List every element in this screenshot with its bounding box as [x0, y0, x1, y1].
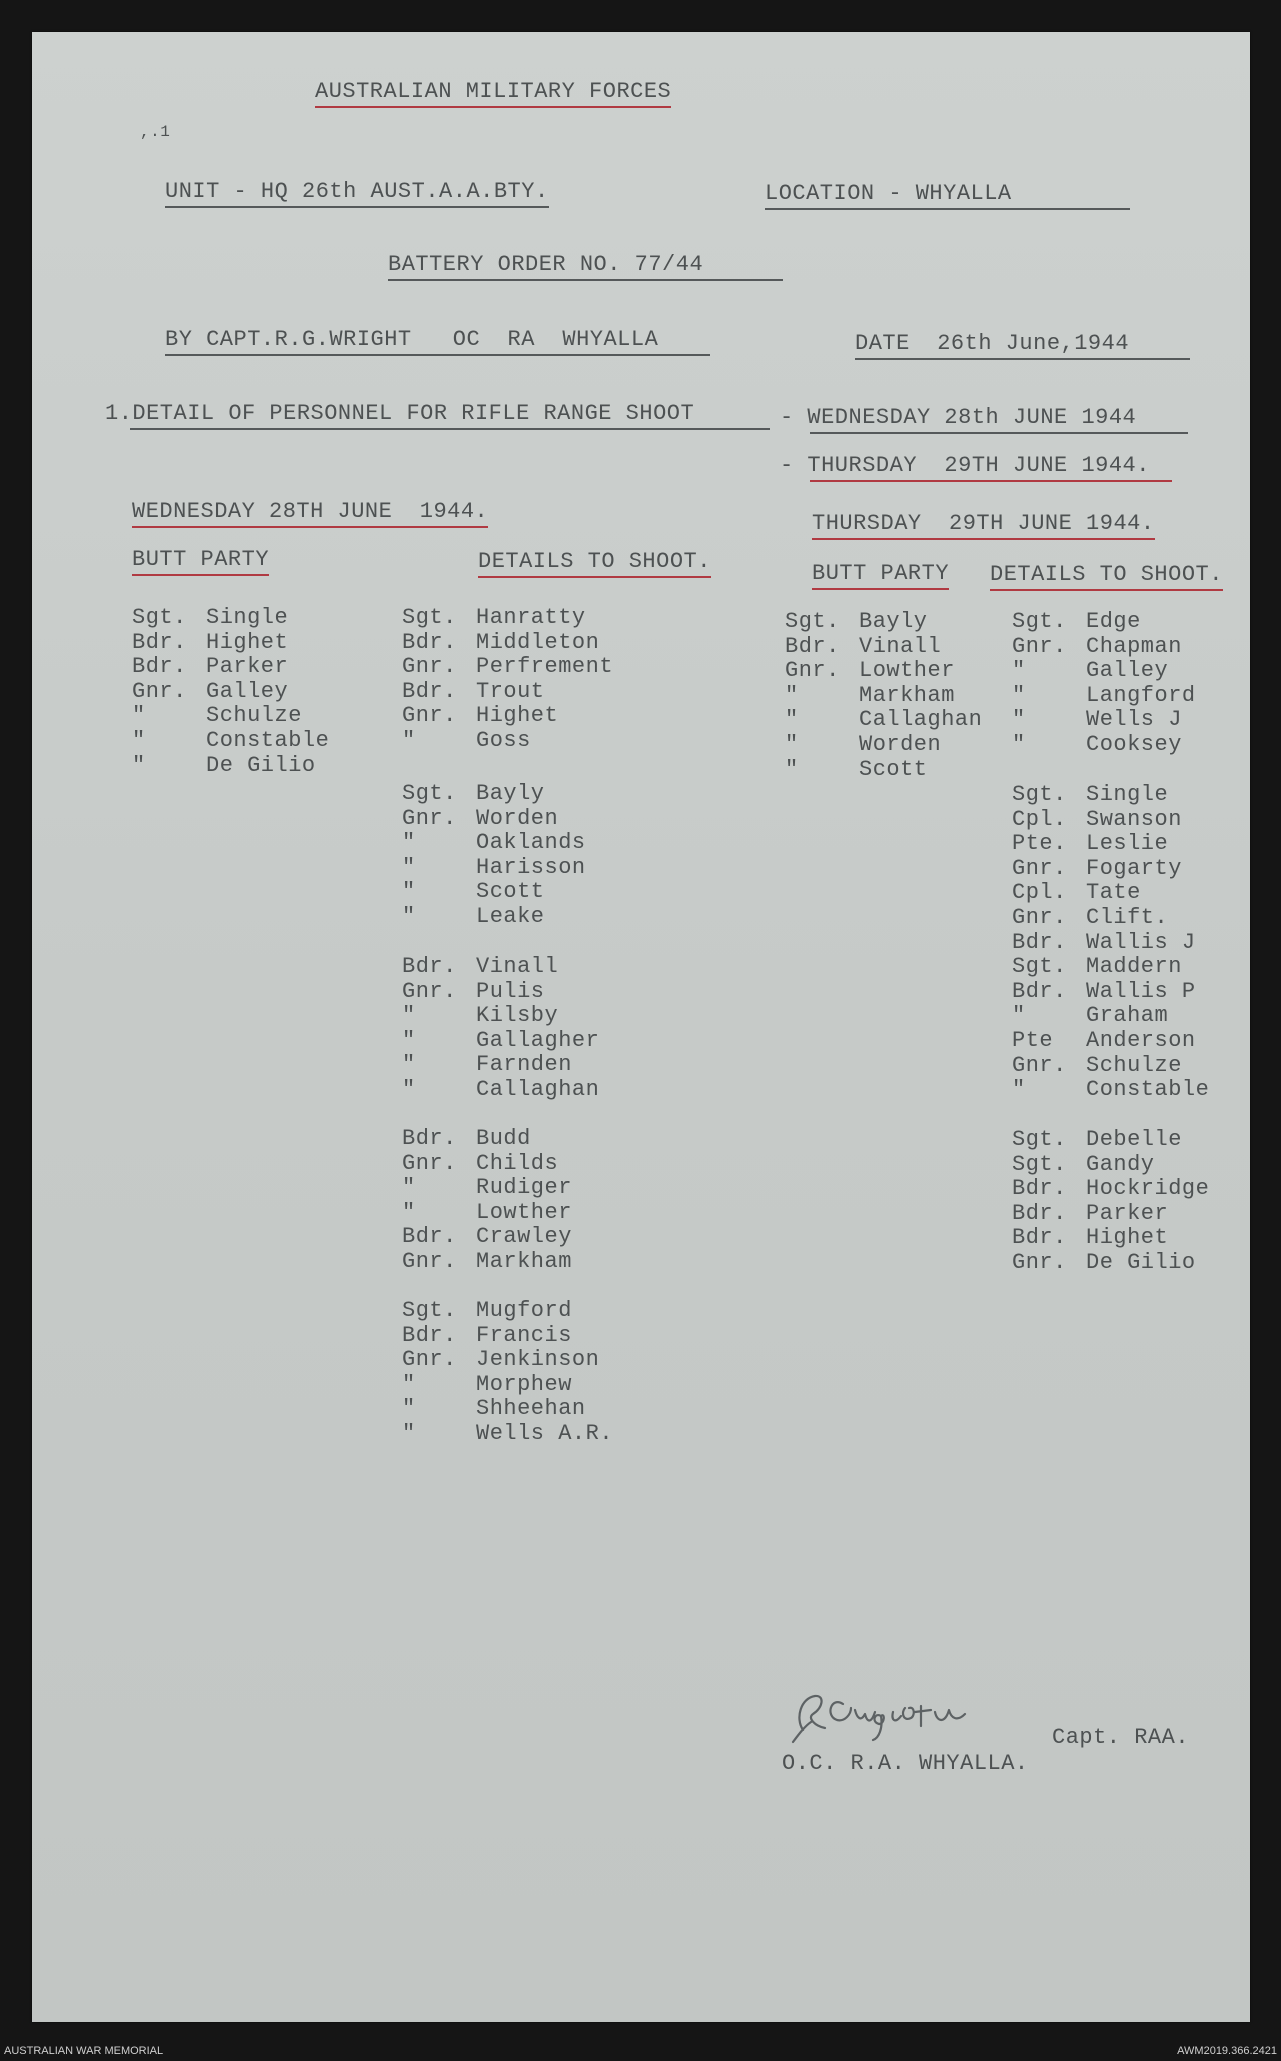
roster-entry [1012, 1029, 1196, 1053]
roster-entry [785, 708, 982, 732]
roster-entry [402, 1152, 558, 1176]
roster-entry [402, 606, 586, 630]
issued-by: BY CAPT.R.G.WRIGHT OC RA WHYALLA [165, 327, 659, 352]
wednesday-details-label-text: DETAILS TO SHOOT. [478, 549, 711, 578]
roster-entry [785, 635, 941, 659]
roster-entry [402, 1078, 599, 1102]
roster-rank: Bdr. [1012, 1200, 1067, 1226]
roster-name: Single [1086, 782, 1169, 807]
roster-rank: Gnr. [402, 703, 457, 729]
roster-name: Worden [476, 805, 559, 831]
roster-name: Morphew [476, 1371, 572, 1397]
roster-entry [402, 1397, 586, 1421]
order-date: DATE 26th June,1944 [855, 331, 1130, 356]
roster-name: Clift. [1086, 905, 1169, 930]
roster-name: Anderson [1086, 1028, 1196, 1053]
signature-image [785, 1682, 1045, 1757]
roster-entry [402, 1324, 572, 1348]
footer-left: AUSTRALIAN WAR MEMORIAL [4, 2045, 164, 2057]
roster-name: Debelle [1086, 1127, 1182, 1152]
roster-entry [402, 880, 545, 904]
roster-rank: Sgt. [1012, 1127, 1067, 1152]
roster-rank: " [402, 1199, 416, 1225]
roster-entry [402, 1299, 572, 1323]
roster-name: Galley [1086, 658, 1169, 684]
roster-name: Pulis [476, 978, 545, 1004]
roster-name: Rudiger [476, 1175, 572, 1201]
roster-rank: " [1012, 1077, 1026, 1103]
roster-rank: Gnr. [1012, 1052, 1067, 1078]
roster-entry [402, 1201, 572, 1225]
roster-name: Goss [476, 728, 531, 753]
roster-entry [402, 856, 586, 880]
roster-entry [402, 807, 558, 831]
roster-entry [402, 729, 531, 753]
roster-entry [1012, 783, 1168, 807]
roster-name: Lowther [476, 1199, 572, 1225]
roster-entry [1012, 832, 1168, 856]
roster-name: Hockridge [1086, 1176, 1210, 1202]
section-heading: 1.DETAIL OF PERSONNEL FOR RIFLE RANGE SHOOT [105, 401, 695, 426]
unit-text: UNIT - HQ 26th AUST.A.A.BTY. [165, 179, 549, 208]
roster-name: Leslie [1086, 831, 1169, 857]
roster-name: Markham [476, 1249, 572, 1274]
roster-entry [1012, 808, 1182, 832]
roster-name: Highet [206, 629, 289, 655]
roster-name: Edge [1086, 609, 1141, 634]
roster-name: Worden [859, 732, 942, 757]
roster-entry [402, 1225, 572, 1249]
roster-entry [402, 1348, 599, 1372]
roster-entry [785, 659, 955, 683]
roster-name: Constable [1086, 1077, 1210, 1103]
roster-name: Markham [859, 682, 955, 708]
roster-name: Hanratty [476, 605, 586, 630]
roster-rank: " [402, 1052, 416, 1078]
roster-name: De Gilio [206, 752, 316, 778]
roster-entry [402, 655, 613, 679]
roster-rank: Gnr. [132, 678, 187, 704]
roster-rank: Sgt. [402, 605, 457, 630]
roster-name: Highet [1086, 1225, 1169, 1251]
roster-rank: " [132, 752, 146, 778]
roster-name: Maddern [1086, 954, 1182, 980]
roster-rank: Sgt. [132, 605, 187, 630]
wednesday-butt-label [132, 548, 269, 572]
roster-entry [785, 684, 955, 708]
section-day-1-underline [810, 432, 1188, 434]
roster-entry [785, 758, 928, 782]
roster-name: Cooksey [1086, 732, 1182, 757]
handwritten-signature-icon [785, 1682, 1045, 1752]
roster-entry [785, 733, 941, 757]
roster-entry [1012, 684, 1196, 708]
roster-entry [402, 782, 545, 806]
roster-entry [402, 1004, 558, 1028]
roster-name: Middleton [476, 629, 600, 655]
roster-rank: " [1012, 682, 1026, 708]
roster-name: Galley [206, 678, 289, 704]
roster-entry [402, 1373, 572, 1397]
roster-entry [1012, 1004, 1168, 1028]
roster-name: Callaghan [476, 1077, 600, 1102]
roster-rank: " [402, 728, 416, 753]
roster-rank: " [402, 1077, 416, 1102]
section-day-2: - THURSDAY 29TH JUNE 1944. [780, 453, 1150, 478]
roster-rank: " [1012, 658, 1026, 684]
battery-order: BATTERY ORDER NO. 77/44 [388, 252, 704, 277]
section-day-2-underline [810, 480, 1172, 482]
roster-rank: Bdr. [132, 654, 187, 680]
roster-rank: " [785, 707, 799, 733]
roster-entry [402, 631, 599, 655]
roster-name: Wallis J [1086, 929, 1196, 955]
wednesday-details-label [478, 550, 711, 574]
roster-rank: Bdr. [402, 1224, 457, 1250]
roster-name: Highet [476, 703, 559, 729]
roster-rank: Bdr. [402, 1322, 457, 1348]
roster-name: Swanson [1086, 806, 1182, 832]
stray-mark: ,.1 [140, 123, 171, 141]
roster-entry [132, 631, 288, 655]
roster-entry [402, 680, 545, 704]
thursday-details-label-text: DETAILS TO SHOOT. [990, 562, 1223, 591]
roster-rank: Gnr. [402, 1150, 457, 1176]
roster-entry [1012, 635, 1182, 659]
roster-rank: Gnr. [402, 654, 457, 680]
roster-rank: " [132, 728, 146, 753]
roster-name: Oaklands [476, 830, 586, 856]
roster-entry [1012, 610, 1141, 634]
roster-name: Perfrement [476, 654, 614, 680]
roster-name: Chapman [1086, 633, 1182, 659]
roster-rank: Sgt. [1012, 609, 1067, 634]
roster-rank: Bdr. [402, 678, 457, 704]
roster-rank: Bdr. [402, 954, 457, 979]
roster-rank: " [402, 1027, 416, 1053]
thursday-heading-text: THURSDAY 29TH JUNE 1944. [812, 511, 1155, 540]
roster-entry [1012, 906, 1168, 930]
roster-name: Gandy [1086, 1151, 1155, 1177]
roster-name: Gallagher [476, 1027, 600, 1053]
roster-entry [1012, 733, 1182, 757]
roster-rank: Bdr. [1012, 1176, 1067, 1202]
roster-rank: Cpl. [1012, 806, 1067, 832]
roster-name: Harisson [476, 854, 586, 880]
thursday-butt-label-text: BUTT PARTY [812, 561, 949, 590]
roster-rank: Sgt. [402, 1298, 457, 1323]
roster-rank: Pte [1012, 1028, 1054, 1053]
roster-name: Parker [206, 654, 289, 680]
roster-rank: Gnr. [1012, 905, 1067, 930]
roster-name: Budd [476, 1126, 531, 1151]
roster-rank: Gnr. [402, 1347, 457, 1373]
roster-name: Single [206, 605, 289, 630]
roster-rank: Cpl. [1012, 880, 1067, 906]
wednesday-heading-text: WEDNESDAY 28TH JUNE 1944. [132, 499, 488, 528]
roster-name: Farnden [476, 1052, 572, 1078]
roster-name: Vinall [859, 633, 942, 659]
roster-name: Graham [1086, 1003, 1169, 1029]
roster-name: Lowther [859, 658, 955, 684]
roster-name: Francis [476, 1322, 572, 1348]
roster-rank: " [785, 682, 799, 708]
roster-rank: " [402, 1396, 416, 1422]
roster-name: Wells J [1086, 707, 1182, 733]
roster-name: Vinall [476, 954, 559, 979]
battery-order-underline [388, 279, 783, 281]
order-date-underline [855, 358, 1190, 360]
roster-name: Tate [1086, 880, 1141, 906]
roster-rank: Bdr. [1012, 978, 1067, 1004]
roster-name: Parker [1086, 1200, 1169, 1226]
roster-name: Wells A.R. [476, 1421, 614, 1446]
roster-name: Schulze [206, 703, 302, 729]
roster-entry [1012, 708, 1182, 732]
roster-rank: Gnr. [1012, 855, 1067, 881]
roster-rank: Bdr. [785, 633, 840, 659]
roster-name: De Gilio [1086, 1250, 1196, 1275]
roster-rank: Bdr. [1012, 1225, 1067, 1251]
roster-rank: " [785, 732, 799, 757]
roster-entry [402, 1422, 613, 1446]
roster-name: Fogarty [1086, 855, 1182, 881]
roster-name: Trout [476, 678, 545, 704]
roster-entry [1012, 955, 1182, 979]
roster-rank: " [402, 879, 416, 905]
roster-name: Langford [1086, 682, 1196, 708]
roster-entry [402, 1053, 572, 1077]
roster-rank: Gnr. [1012, 1250, 1067, 1275]
roster-entry [1012, 1226, 1168, 1250]
roster-name: Bayly [476, 781, 545, 806]
roster-entry [1012, 980, 1196, 1004]
roster-rank: " [402, 1371, 416, 1397]
document-title-text: AUSTRALIAN MILITARY FORCES [315, 79, 671, 108]
roster-entry [1012, 1202, 1168, 1226]
roster-entry [1012, 931, 1196, 955]
roster-entry [132, 606, 288, 630]
roster-entry [402, 955, 558, 979]
roster-entry [1012, 1054, 1182, 1078]
roster-entry [1012, 881, 1141, 905]
roster-rank: " [402, 1175, 416, 1201]
document-title [315, 80, 671, 104]
roster-name: Constable [206, 728, 330, 753]
location-line: LOCATION - WHYALLA [765, 181, 1012, 206]
roster-rank: Sgt. [1012, 782, 1067, 807]
signature-rank: Capt. RAA. [1052, 1725, 1190, 1750]
footer-right: AWM2019.366.2421 [1177, 2045, 1277, 2057]
roster-name: Jenkinson [476, 1347, 600, 1373]
roster-rank: Gnr. [402, 805, 457, 831]
roster-rank: Sgt. [785, 609, 840, 634]
section-heading-underline [130, 428, 770, 430]
roster-entry [1012, 857, 1182, 881]
roster-rank: " [402, 854, 416, 880]
roster-rank: Sgt. [1012, 1151, 1067, 1177]
roster-entry [132, 704, 302, 728]
roster-entry [1012, 1078, 1209, 1102]
roster-entry [1012, 1251, 1196, 1275]
roster-name: Kilsby [476, 1003, 559, 1029]
roster-rank: " [402, 830, 416, 856]
roster-name: Bayly [859, 609, 928, 634]
roster-entry [1012, 1177, 1209, 1201]
roster-entry [132, 754, 316, 778]
roster-rank: Bdr. [402, 629, 457, 655]
roster-entry [1012, 1128, 1182, 1152]
roster-entry [1012, 1153, 1155, 1177]
roster-rank: Sgt. [1012, 954, 1067, 980]
roster-name: Scott [859, 756, 928, 782]
roster-entry [132, 729, 329, 753]
roster-entry [402, 1029, 599, 1053]
roster-rank: Bdr. [1012, 929, 1067, 955]
roster-entry [402, 1250, 572, 1274]
location-underline [765, 208, 1130, 210]
roster-name: Shheehan [476, 1396, 586, 1422]
thursday-details-label [990, 563, 1223, 587]
roster-rank: Sgt. [402, 781, 457, 806]
section-day-1: - WEDNESDAY 28th JUNE 1944 [780, 405, 1137, 430]
roster-entry [785, 610, 928, 634]
roster-rank: " [402, 1421, 416, 1446]
thursday-heading [812, 512, 1155, 536]
roster-name: Callaghan [859, 707, 983, 733]
roster-name: Scott [476, 879, 545, 905]
roster-name: Leake [476, 904, 545, 929]
roster-name: Childs [476, 1150, 559, 1176]
roster-rank: Gnr. [402, 978, 457, 1004]
roster-entry [132, 680, 288, 704]
roster-name: Crawley [476, 1224, 572, 1250]
roster-rank: " [785, 756, 799, 782]
roster-entry [402, 831, 586, 855]
roster-rank: Gnr. [785, 658, 840, 684]
roster-name: Schulze [1086, 1052, 1182, 1078]
roster-rank: " [402, 1003, 416, 1029]
thursday-butt-label [812, 562, 949, 586]
unit-line [165, 180, 549, 204]
roster-rank: " [132, 703, 146, 729]
roster-rank: Pte. [1012, 831, 1067, 857]
roster-rank: " [1012, 732, 1026, 757]
roster-rank: " [1012, 1003, 1026, 1029]
roster-entry [1012, 659, 1168, 683]
roster-rank: Gnr. [1012, 633, 1067, 659]
roster-name: Wallis P [1086, 978, 1196, 1004]
issued-by-underline [165, 354, 710, 356]
wednesday-butt-label-text: BUTT PARTY [132, 547, 269, 576]
roster-entry [402, 905, 545, 929]
roster-entry [402, 980, 545, 1004]
signature-office: O.C. R.A. WHYALLA. [782, 1751, 1029, 1776]
wednesday-heading [132, 500, 488, 524]
roster-rank: " [1012, 707, 1026, 733]
roster-rank: " [402, 904, 416, 929]
roster-rank: Bdr. [132, 629, 187, 655]
roster-rank: Bdr. [402, 1126, 457, 1151]
roster-entry [402, 1176, 572, 1200]
roster-rank: Gnr. [402, 1249, 457, 1274]
roster-entry [132, 655, 288, 679]
roster-name: Mugford [476, 1298, 572, 1323]
roster-entry [402, 1127, 531, 1151]
roster-entry [402, 704, 558, 728]
